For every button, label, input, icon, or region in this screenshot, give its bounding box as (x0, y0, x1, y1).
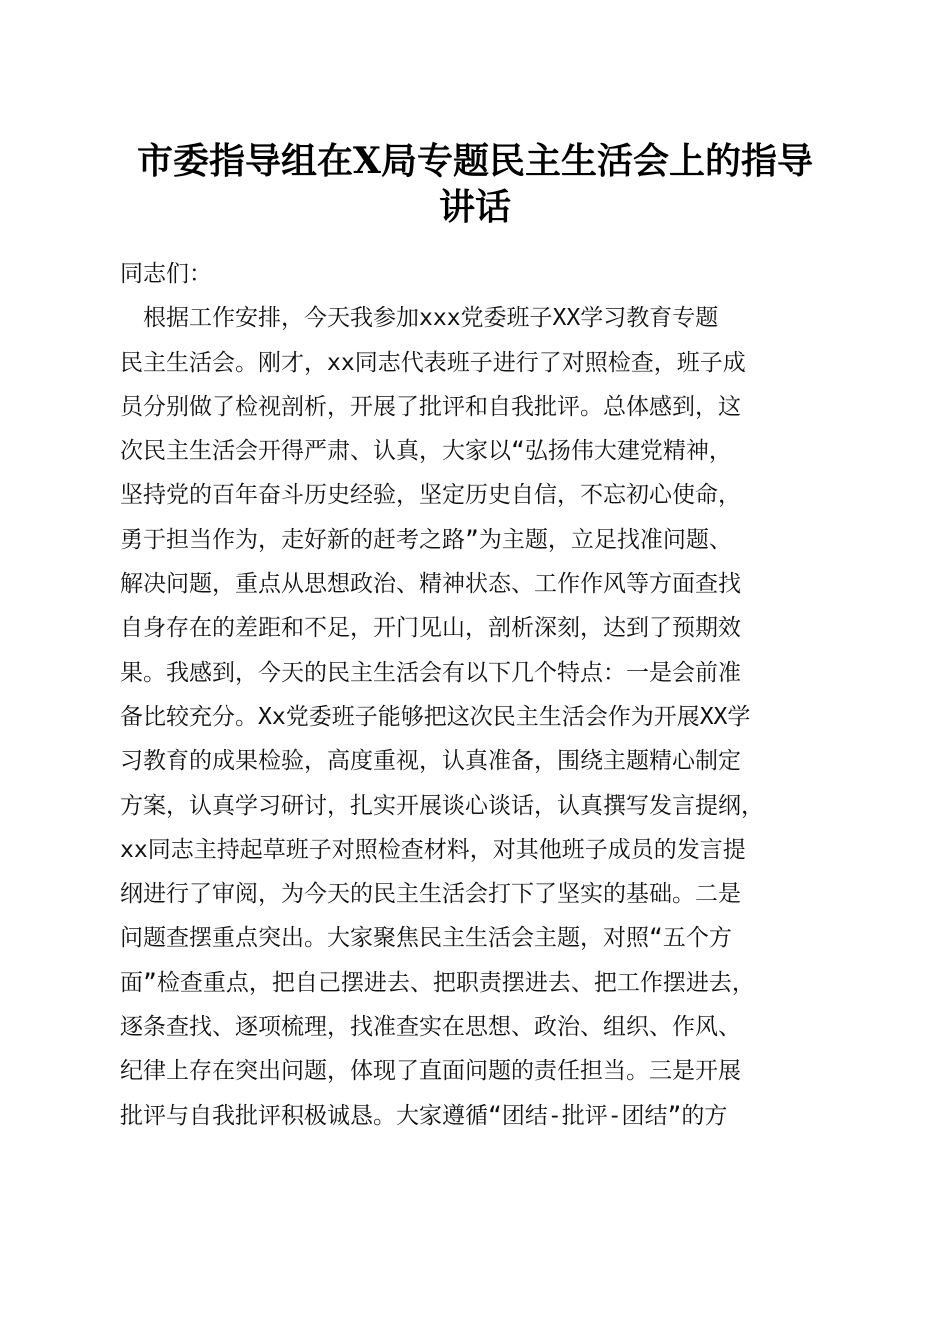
paragraph-line: 根据工作安排，今天我参加xxx党委班子XX学习教育专题 (120, 305, 719, 332)
paragraph-line: 逐条查找、逐项梳理，找准查实在思想、政治、组织、作风、 (120, 1014, 741, 1041)
paragraph-line: 备比较充分。Xx党委班子能够把这次民主生活会作为开展XX学 (120, 703, 751, 730)
paragraph-line: 纲进行了审阅，为今天的民主生活会打下了坚实的基础。二是 (120, 881, 741, 908)
paragraph-line: 习教育的成果检验，高度重视，认真准备，围绕主题精心制定 (120, 748, 741, 775)
paragraph-line: 面”检查重点，把自己摆进去、把职责摆进去、把工作摆进去， (120, 969, 755, 996)
paragraph-line: xx同志主持起草班子对照检查材料，对其他班子成员的发言提 (120, 836, 746, 863)
paragraph-line: 次民主生活会开得严肃、认真，大家以“弘扬伟大建党精神， (120, 438, 732, 465)
paragraph-line: 坚持党的百年奋斗历史经验，坚定历史自信，不忘初心使命， (120, 482, 741, 509)
paragraph-line: 自身存在的差距和不足，开门见山，剖析深刻，达到了预期效 (120, 615, 741, 642)
paragraph-line: 问题查摆重点突出。大家聚焦民主生活会主题，对照“五个方 (120, 925, 732, 952)
salutation: 同志们： (120, 261, 212, 287)
document-title (120, 138, 830, 230)
paragraph-line: 勇于担当作为，走好新的赶考之路”为主题，立足找准问题、 (120, 526, 732, 553)
paragraph-line: 批评与自我批评积极诚恳。大家遵循“团结-批评-团结”的方 (120, 1102, 728, 1129)
document-body (120, 252, 832, 1138)
paragraph-line: 员分别做了检视剖析，开展了批评和自我批评。总体感到，这 (120, 393, 741, 420)
paragraph-line: 方案，认真学习研讨，扎实开展谈心谈话，认真撰写发言提纲， (120, 792, 764, 819)
paragraph-line: 民主生活会。刚才，xx同志代表班子进行了对照检查，班子成 (120, 349, 746, 376)
paragraph-line: 纪律上存在突出问题，体现了直面问题的责任担当。三是开展 (120, 1058, 741, 1085)
title-line-2: 讲话 (438, 186, 511, 228)
paragraph-line: 解决问题，重点从思想政治、精神状态、工作作风等方面查找 (120, 571, 741, 598)
paragraph-line: 果。我感到，今天的民主生活会有以下几个特点：一是会前准 (120, 659, 741, 686)
title-line-1: 市委指导组在X局专题民主生活会上的指导 (137, 140, 813, 182)
